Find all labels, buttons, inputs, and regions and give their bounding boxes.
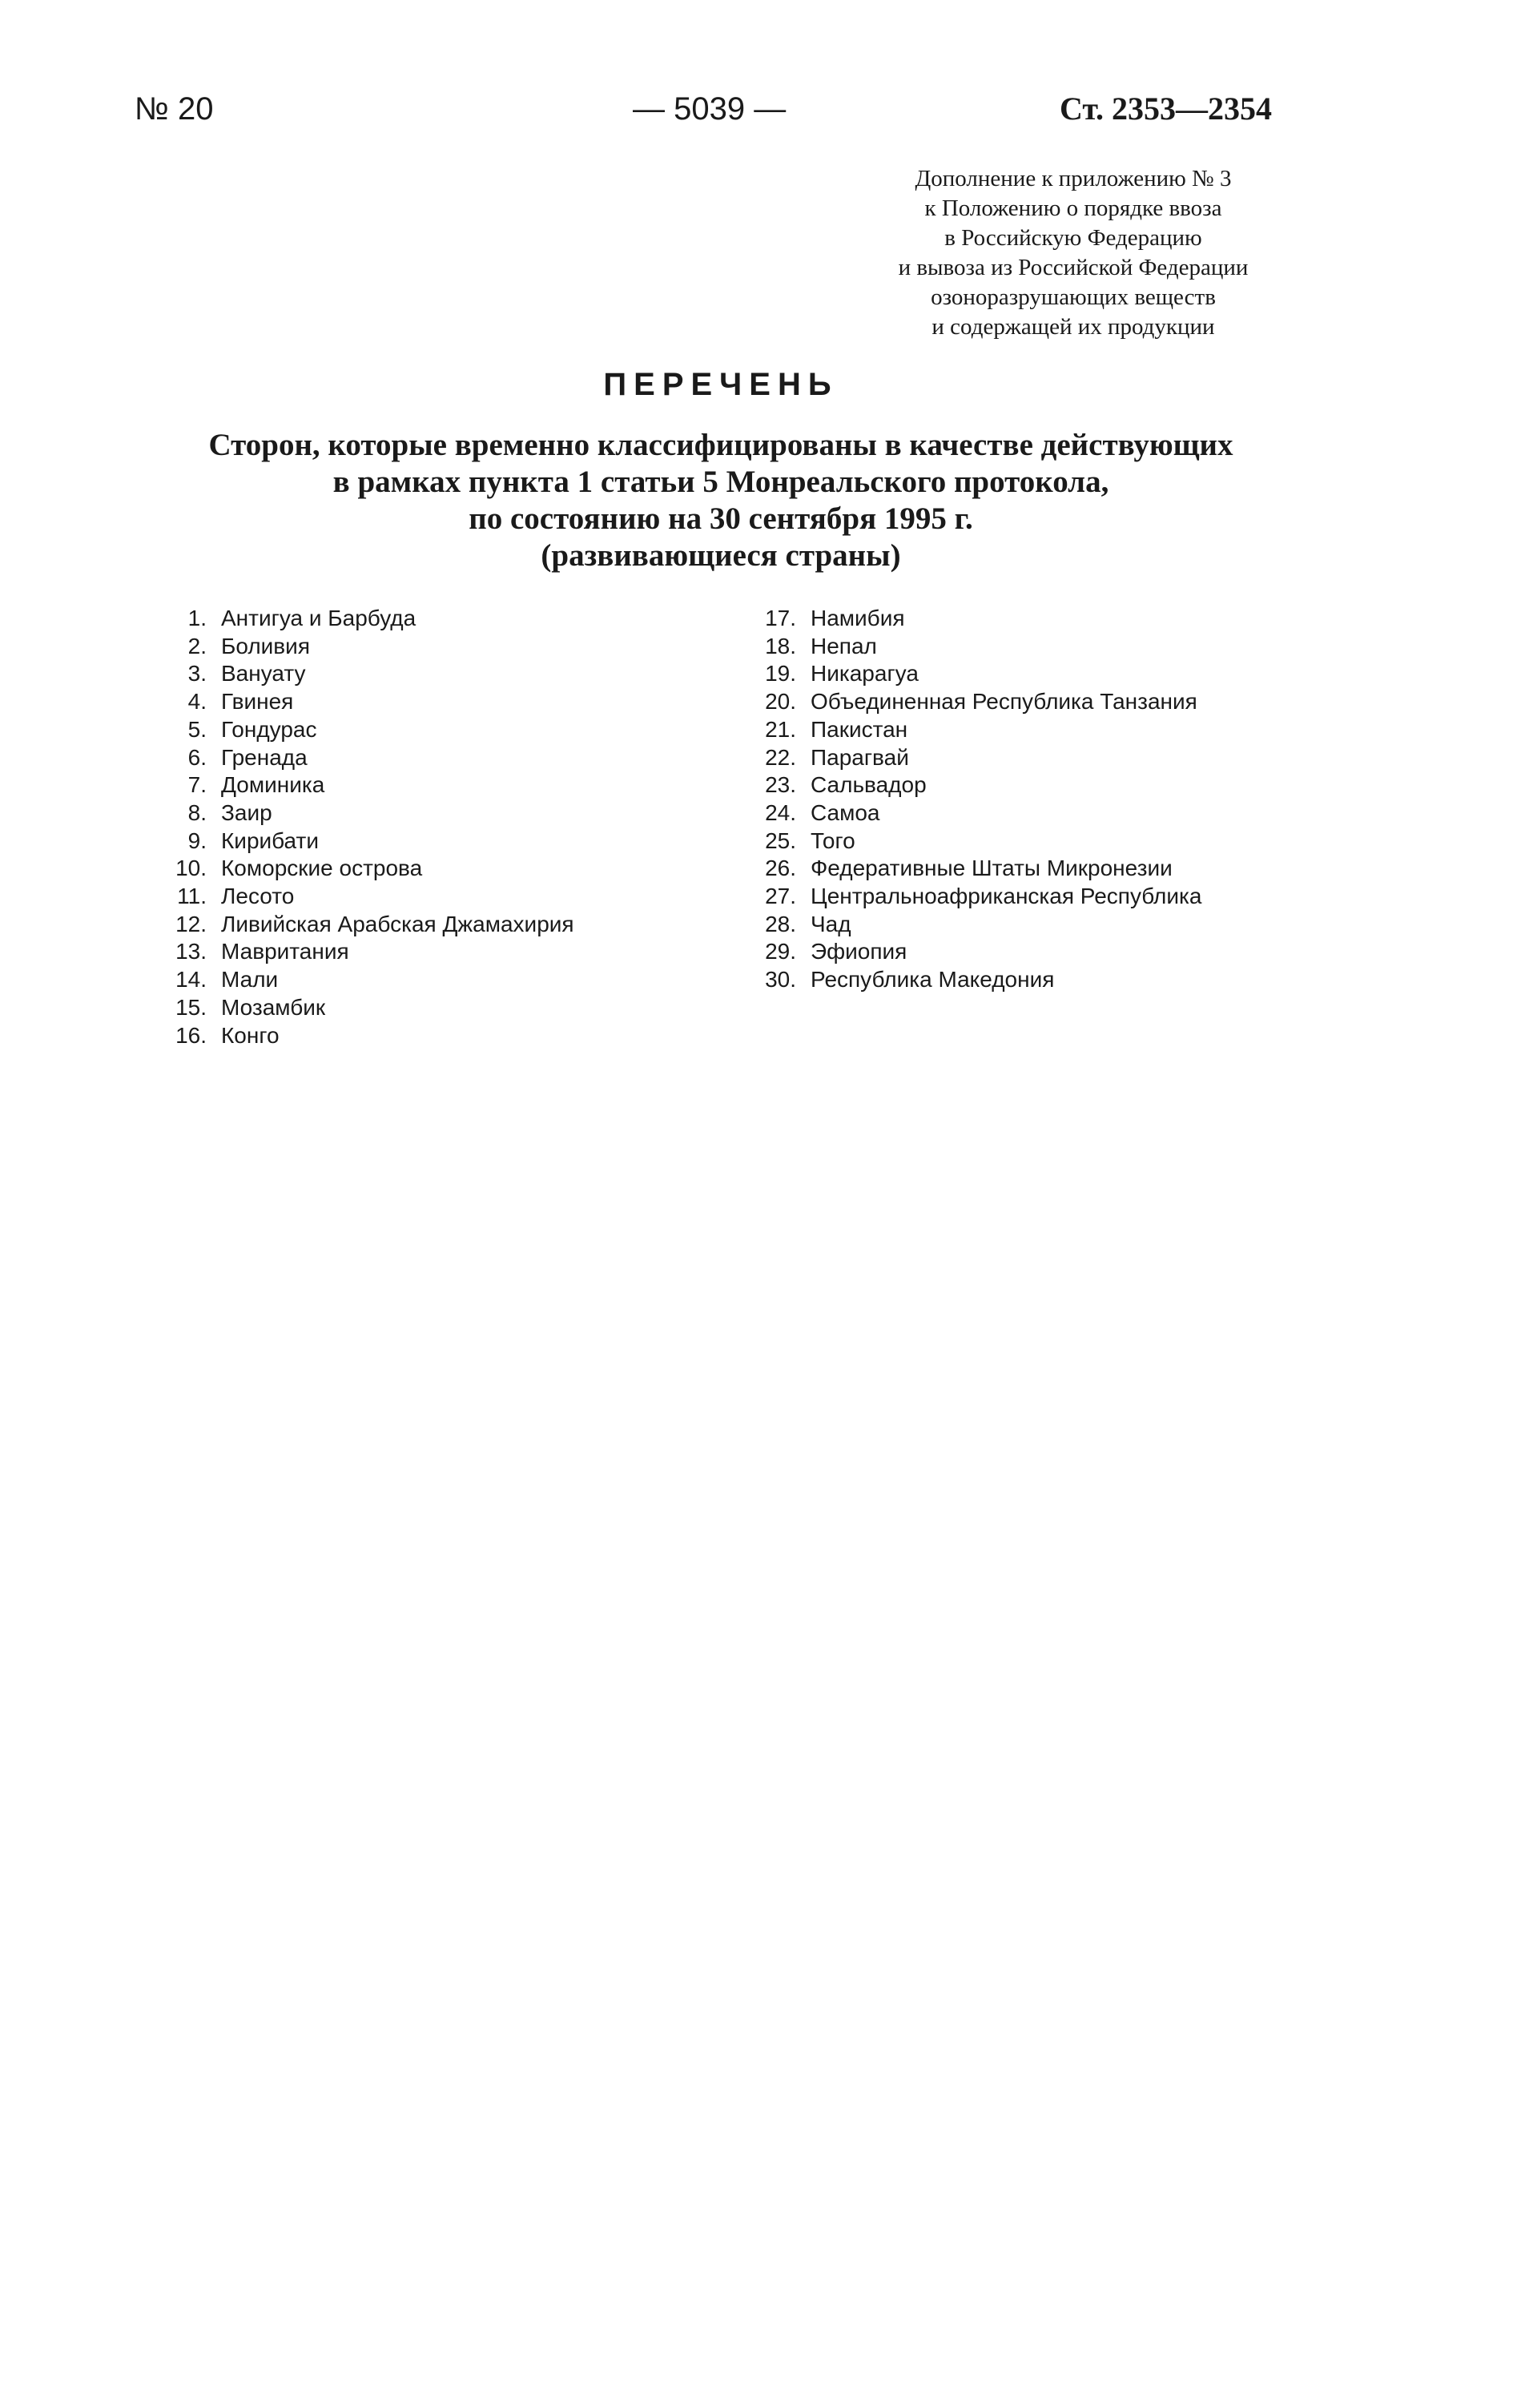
item-number: 7. (187, 772, 207, 798)
addendum-line: Дополнение к приложению № 3 (915, 166, 1232, 191)
country-name: Гвинея (221, 689, 294, 715)
country-name: Эфиопия (811, 939, 907, 964)
item-number: 28. (765, 911, 796, 936)
list-item (160, 1022, 721, 1050)
country-name: Коморские острова (221, 856, 423, 881)
item-number: 13. (175, 939, 207, 964)
list-subtitle (80, 427, 1362, 574)
item-number: 21. (765, 716, 796, 742)
issue-number: № 20 (135, 91, 214, 127)
list-item (160, 938, 721, 966)
list-item (745, 771, 1290, 799)
page-number: — 5039 — (633, 91, 787, 127)
country-name: Непал (811, 633, 877, 658)
item-number: 1. (187, 606, 207, 630)
country-name: Самоа (811, 799, 880, 825)
item-number: 17. (765, 606, 796, 630)
country-name: Объединенная Республика Танзания (811, 689, 1197, 715)
item-number: 22. (765, 744, 796, 770)
list-item (160, 994, 721, 1022)
country-name: Республика Македония (811, 967, 1055, 993)
country-name: Боливия (221, 633, 310, 658)
country-name: Пакистан (811, 716, 908, 742)
addendum-line: и содержащей их продукции (931, 314, 1215, 340)
list-item (745, 938, 1290, 966)
country-name: Гренада (221, 744, 308, 770)
item-number: 3. (187, 661, 207, 687)
list-item (160, 633, 721, 661)
item-number: 10. (175, 856, 207, 881)
list-item (745, 827, 1290, 856)
item-number: 2. (187, 633, 207, 658)
list-item (745, 911, 1290, 939)
list-item (745, 799, 1290, 827)
list-item (160, 883, 721, 911)
addendum-line: в Российскую Федерацию (944, 225, 1202, 251)
item-number: 8. (187, 799, 207, 825)
item-number: 11. (177, 884, 207, 909)
country-name: Чад (811, 911, 851, 936)
list-title: ПЕРЕЧЕНЬ (603, 367, 839, 402)
subtitle-line: Сторон, которые временно классифицированы в качестве действующих (208, 428, 1233, 462)
country-name: Гондурас (221, 716, 317, 742)
country-name: Мали (221, 967, 279, 993)
list-item (745, 660, 1290, 688)
item-number: 26. (765, 856, 796, 881)
country-name: Антигуа и Барбуда (221, 606, 416, 630)
list-item (160, 716, 721, 744)
country-name: Центральноафриканская Республика (811, 884, 1202, 909)
item-number: 24. (765, 799, 796, 825)
item-number: 16. (175, 1022, 207, 1048)
item-number: 25. (765, 827, 796, 853)
country-name: Никарагуа (811, 661, 919, 687)
country-name: Парагвай (811, 744, 909, 770)
country-name: Сальвадор (811, 772, 927, 798)
item-number: 5. (187, 716, 207, 742)
list-item (160, 771, 721, 799)
article-range: Ст. 2353—2354 (1060, 91, 1272, 127)
country-list-left (160, 605, 721, 1049)
addendum-line: к Положению о порядке ввоза (924, 195, 1222, 221)
list-item (160, 855, 721, 883)
item-number: 14. (175, 967, 207, 993)
subtitle-line: в рамках пункта 1 статьи 5 Монреальского протокола, (332, 465, 1109, 499)
list-item (160, 911, 721, 939)
country-name: Мозамбик (221, 994, 326, 1020)
country-list-right (745, 605, 1290, 994)
country-name: Ливийская Арабская Джамахирия (221, 911, 574, 936)
country-name: Намибия (811, 606, 905, 630)
item-number: 18. (765, 633, 796, 658)
list-item (745, 716, 1290, 744)
item-number: 20. (765, 689, 796, 715)
item-number: 12. (175, 911, 207, 936)
list-item (745, 605, 1290, 633)
addendum-line: и вывоза из Российской Федерации (898, 255, 1249, 280)
item-number: 15. (175, 994, 207, 1020)
list-item (160, 605, 721, 633)
item-number: 27. (765, 884, 796, 909)
list-item (160, 827, 721, 856)
country-name: Вануату (221, 661, 306, 687)
item-number: 6. (187, 744, 207, 770)
list-item (160, 688, 721, 716)
addendum-note (825, 164, 1322, 342)
item-number: 19. (765, 661, 796, 687)
item-number: 9. (187, 827, 207, 853)
country-name: Того (811, 827, 855, 853)
subtitle-line: по состоянию на 30 сентября 1995 г. (469, 501, 973, 536)
country-name: Лесото (221, 884, 295, 909)
country-name: Заир (221, 799, 272, 825)
list-item (745, 688, 1290, 716)
item-number: 30. (765, 967, 796, 993)
item-number: 29. (765, 939, 796, 964)
list-item (160, 660, 721, 688)
item-number: 4. (187, 689, 207, 715)
country-name: Доминика (221, 772, 325, 798)
list-item (160, 744, 721, 772)
addendum-line: озоноразрушающих веществ (931, 284, 1216, 310)
item-number: 23. (765, 772, 796, 798)
list-item (745, 855, 1290, 883)
subtitle-line: (развивающиеся страны) (541, 538, 901, 573)
country-name: Мавритания (221, 939, 349, 964)
country-name: Федеративные Штаты Микронезии (811, 856, 1173, 881)
list-item (745, 744, 1290, 772)
list-item (745, 966, 1290, 994)
list-item (160, 799, 721, 827)
list-item (745, 883, 1290, 911)
list-item (160, 966, 721, 994)
list-item (745, 633, 1290, 661)
country-name: Конго (221, 1022, 280, 1048)
country-name: Кирибати (221, 827, 319, 853)
